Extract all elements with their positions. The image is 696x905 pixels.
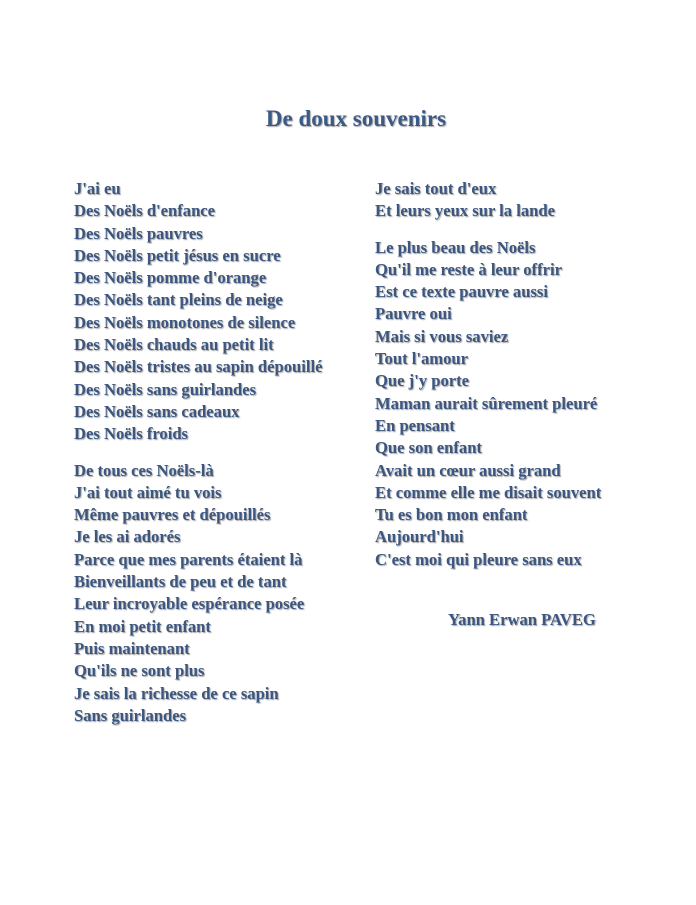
poem-line: Même pauvres et dépouillés [74, 505, 271, 525]
poem-line: Puis maintenant [74, 638, 190, 658]
stanza [375, 237, 647, 571]
poem-line: Des Noëls tristes au sapin dépouillé [74, 357, 323, 377]
poem-line: Que son enfant [375, 438, 482, 458]
poem-line: Je sais la richesse de ce sapin [74, 683, 279, 703]
author-signature: Yann Erwan PAVEG [448, 610, 596, 629]
stanza [74, 460, 342, 728]
poem-line: Et leurs yeux sur la lande [375, 201, 555, 221]
poem-line: Aujourd'hui [375, 527, 464, 547]
poem-line: Bienveillants de peu et de tant [74, 572, 287, 592]
stanza [375, 178, 647, 223]
poem-line: Et comme elle me disait souvent [375, 482, 602, 502]
poem-line: Leur incroyable espérance posée [74, 594, 305, 614]
poem-line: Des Noëls sans guirlandes [74, 379, 257, 399]
poem-line: Des Noëls pomme d'orange [74, 268, 267, 288]
poem-line: Des Noëls tant pleins de neige [74, 290, 283, 310]
poem-line: En pensant [375, 415, 455, 435]
poem-line: Pauvre oui [375, 304, 452, 324]
poem-line: Je sais tout d'eux [375, 179, 497, 198]
poem-line: Parce que mes parents étaient là [74, 549, 303, 569]
poem-line: Des Noëls pauvres [74, 223, 203, 243]
poem-line: Qu'il me reste à leur offrir [375, 259, 562, 279]
poem-line: Des Noëls froids [74, 424, 189, 444]
poem-left-column [74, 178, 342, 727]
poem-line: Est ce texte pauvre aussi [375, 282, 548, 302]
poem-title: De doux souvenirs [265, 106, 447, 131]
poem-line: Maman aurait sûrement pleuré [375, 393, 598, 413]
poem-line: C'est moi qui pleure sans eux [375, 549, 582, 569]
poem-line: Des Noëls monotones de silence [74, 312, 296, 332]
poem-line: Des Noëls chauds au petit lit [74, 335, 274, 355]
poem-line: Des Noëls petit jésus en sucre [74, 245, 281, 265]
stanza [74, 178, 342, 446]
poem-line: Avait un cœur aussi grand [375, 460, 561, 480]
poem-line: De tous ces Noëls-là [74, 460, 214, 480]
poem-line: Que j'y porte [375, 371, 470, 391]
poem-line: J'ai tout aimé tu vois [74, 482, 222, 502]
poem-line: Qu'ils ne sont plus [74, 661, 205, 681]
poem-line: Je les ai adorés [74, 527, 181, 547]
poem-line: Le plus beau des Noëls [375, 237, 536, 257]
poem-line: Mais si vous saviez [375, 326, 509, 346]
poem-line: Des Noëls sans cadeaux [74, 401, 240, 421]
poem-line: J'ai eu [74, 179, 121, 198]
poem-line: Sans guirlandes [74, 705, 187, 725]
poem-line: En moi petit enfant [74, 616, 211, 636]
poem-line: Tu es bon mon enfant [375, 505, 528, 525]
poem-line: Des Noëls d'enfance [74, 201, 216, 221]
poem-right-column [375, 178, 647, 571]
poem-line: Tout l'amour [375, 349, 468, 369]
